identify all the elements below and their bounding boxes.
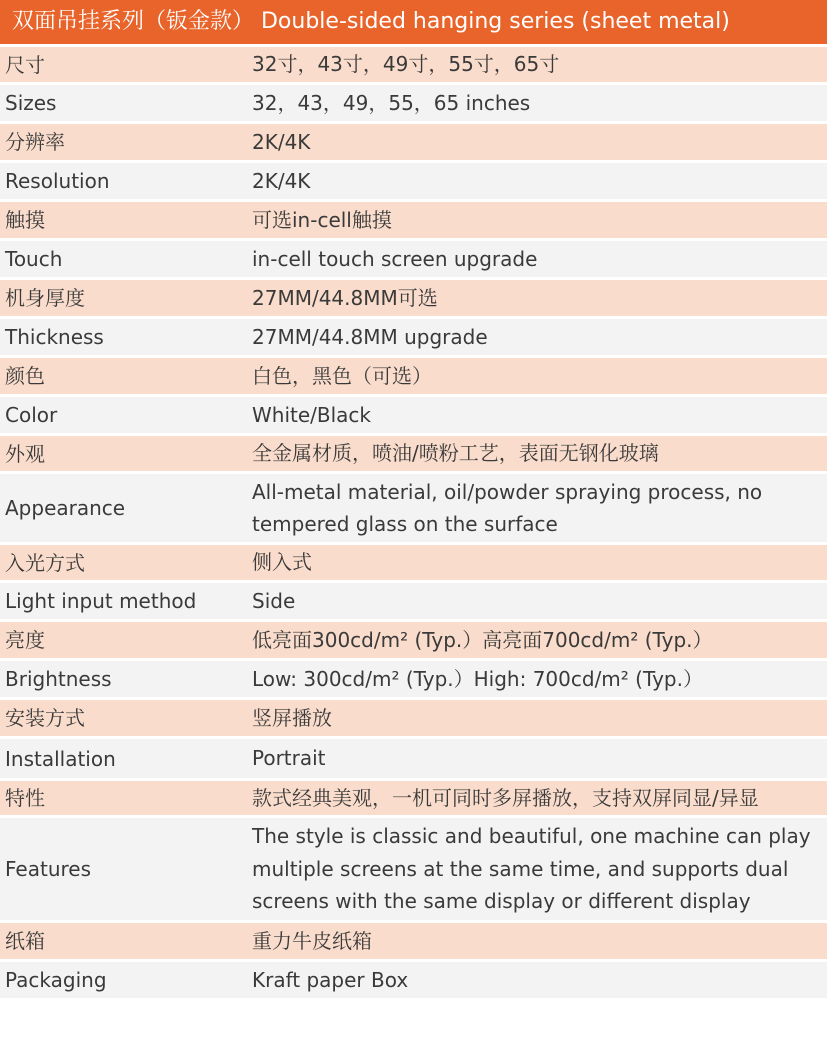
spec-row — [0, 778, 827, 815]
spec-label: 亮度 — [5, 628, 45, 652]
spec-row — [0, 394, 827, 433]
spec-value: Low: 300cd/m² (Typ.）High: 700cd/m² (Typ.） — [252, 666, 703, 691]
spec-label: 入光方式 — [5, 550, 85, 575]
spec-label: Sizes — [5, 91, 57, 115]
spec-row — [0, 542, 827, 580]
spec-value: 27MM/44.8MM upgrade — [252, 324, 488, 349]
spec-value: 可选in-cell触摸 — [252, 207, 392, 232]
spec-row — [0, 815, 827, 920]
spec-label: 外观 — [5, 441, 45, 466]
spec-row — [0, 697, 827, 736]
spec-row — [0, 121, 827, 160]
spec-row — [0, 82, 827, 121]
spec-value: 32寸，43寸，49寸，55寸，65寸 — [252, 52, 560, 77]
spec-value: 竖屏播放 — [252, 705, 332, 730]
spec-row — [0, 277, 827, 316]
spec-label: 纸箱 — [5, 929, 45, 953]
spec-row — [0, 199, 827, 238]
spec-sheet-title: 双面吊挂系列（钣金款） Double-sided hanging series (sheet metal) — [0, 0, 827, 44]
spec-value: 低亮面300cd/m² (Typ.）高亮面700cd/m² (Typ.） — [252, 627, 713, 652]
spec-row — [0, 355, 827, 394]
spec-value: The style is classic and beautiful, one machine can play multiple screens at the same time, and supports dual screens with the same display or different display — [252, 824, 811, 914]
spec-label: Light input method — [5, 589, 197, 613]
spec-row — [0, 580, 827, 619]
spec-row — [0, 619, 827, 658]
spec-label: Thickness — [5, 325, 104, 349]
spec-value: 2K/4K — [252, 168, 311, 193]
spec-label: Installation — [5, 746, 116, 771]
spec-value: 32，43，49，55，65 inches — [252, 90, 531, 115]
spec-row — [0, 238, 827, 277]
spec-row — [0, 658, 827, 697]
spec-row — [0, 433, 827, 471]
spec-value: 2K/4K — [252, 129, 311, 154]
spec-row — [0, 316, 827, 355]
spec-value: 白色，黑色（可选） — [252, 363, 432, 388]
spec-value: All-metal material, oil/powder spraying process, no tempered glass on the surface — [252, 479, 763, 536]
spec-row — [0, 736, 827, 778]
spec-label: 触摸 — [5, 208, 45, 232]
spec-value: 款式经典美观，一机可同时多屏播放，支持双屏同显/异显 — [252, 785, 759, 810]
spec-label: Features — [5, 857, 91, 881]
spec-value: 27MM/44.8MM可选 — [252, 285, 438, 310]
spec-value: Kraft paper Box — [252, 967, 409, 992]
spec-value: Side — [252, 588, 296, 613]
spec-label: 安装方式 — [5, 706, 85, 730]
spec-label: 分辨率 — [5, 130, 65, 154]
spec-label: 机身厚度 — [5, 286, 85, 310]
spec-label: Color — [5, 403, 58, 427]
spec-value: 重力牛皮纸箱 — [252, 928, 372, 953]
spec-label: Brightness — [5, 667, 112, 691]
spec-value: Portrait — [252, 746, 326, 771]
spec-label: 颜色 — [5, 364, 45, 388]
spec-value: White/Black — [252, 402, 372, 427]
spec-value: 全金属材质，喷油/喷粉工艺，表面无钢化玻璃 — [252, 441, 659, 466]
spec-label: Appearance — [5, 496, 126, 520]
spec-row — [0, 44, 827, 82]
spec-label: 尺寸 — [5, 52, 45, 77]
spec-row — [0, 471, 827, 542]
spec-value: in-cell touch screen upgrade — [252, 246, 538, 271]
spec-label: Packaging — [5, 968, 107, 992]
spec-label: Resolution — [5, 169, 110, 193]
spec-row — [0, 959, 827, 998]
spec-table — [0, 44, 827, 998]
spec-row — [0, 920, 827, 959]
spec-label: 特性 — [5, 786, 45, 810]
spec-label: Touch — [5, 247, 63, 271]
spec-value: 侧入式 — [252, 550, 312, 575]
spec-row — [0, 160, 827, 199]
